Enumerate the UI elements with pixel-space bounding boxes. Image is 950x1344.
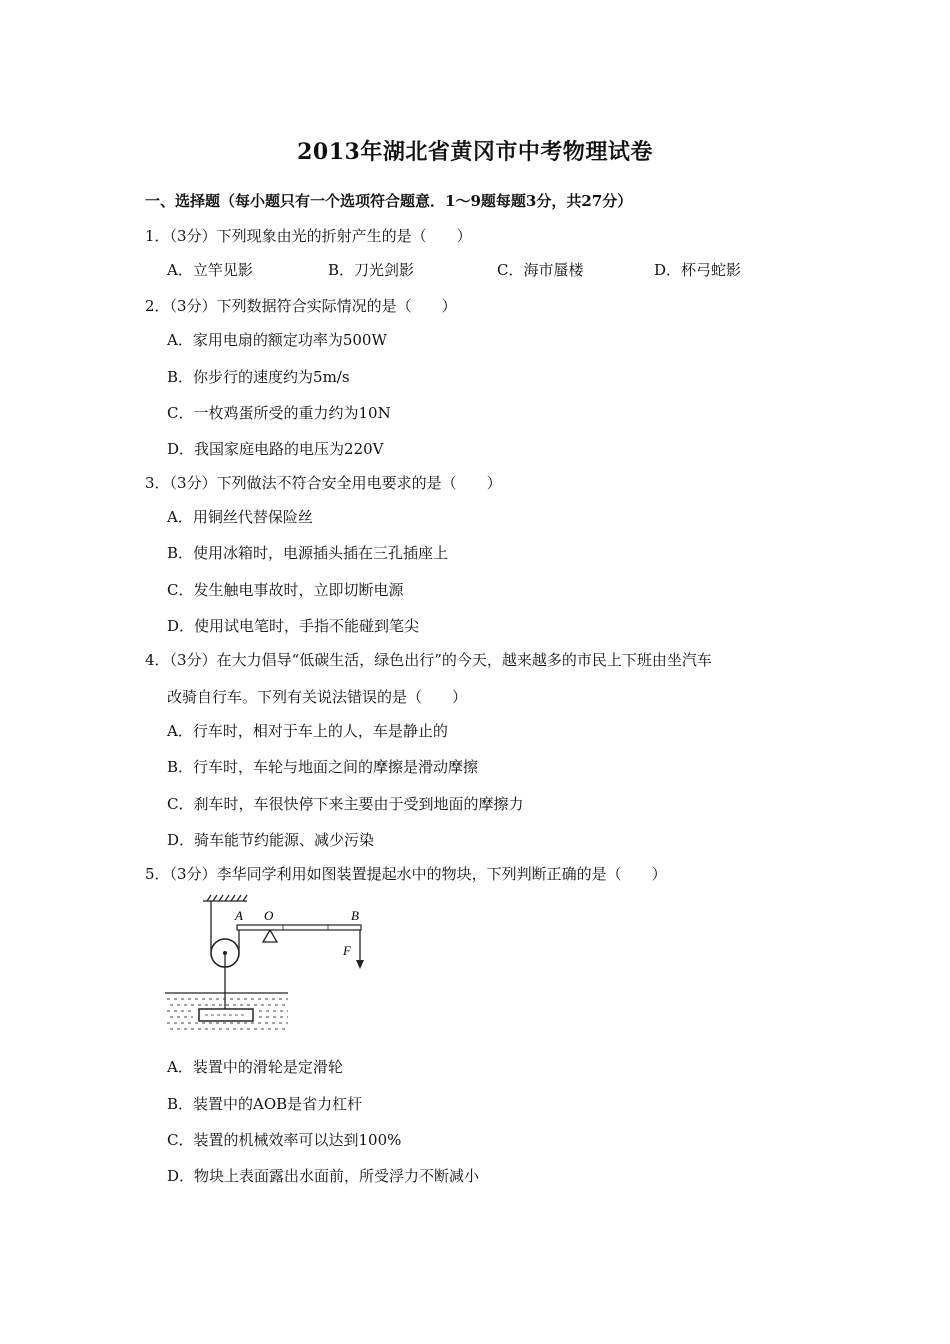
q4-option-c: C．刹车时，车很快停下来主要由于受到地面的摩擦力 [167, 795, 524, 813]
q2-option-b: B．你步行的速度约为5m/s [167, 368, 350, 386]
label-a: A [235, 908, 243, 923]
q5-option-b: B．装置中的AOB是省力杠杆 [167, 1095, 363, 1113]
ceiling-mount [203, 895, 247, 901]
force-arrowhead [356, 960, 364, 969]
q4-option-b: B．行车时，车轮与地面之间的摩擦是滑动摩擦 [167, 758, 479, 776]
question-4-stem-continued: 改骑自行车。下列有关说法错误的是（ ） [167, 688, 468, 706]
label-f: F [343, 943, 351, 958]
q1-option-b: B．刀光剑影 [328, 261, 415, 279]
section-heading: 一、选择题（每小题只有一个选项符合题意．1～9题每题3分，共27分） [145, 192, 633, 210]
label-o: O [264, 908, 274, 923]
question-3-stem: 3．（3分）下列做法不符合安全用电要求的是（ ） [145, 474, 502, 492]
q2-option-d: D．我国家庭电路的电压为220V [167, 440, 384, 458]
q4-option-a: A．行车时，相对于车上的人，车是静止的 [167, 722, 448, 740]
q1-option-d: D．杯弓蛇影 [654, 261, 742, 279]
q3-option-a: A．用铜丝代替保险丝 [167, 508, 313, 526]
q5-option-a: A．装置中的滑轮是定滑轮 [167, 1058, 343, 1076]
q2-option-c: C．一枚鸡蛋所受的重力约为10N [167, 404, 391, 422]
question-4-stem: 4．（3分）在大力倡导“低碳生活，绿色出行”的今天，越来越多的市民上下班由坐汽车 [145, 651, 712, 669]
q1-option-c: C．海市蜃楼 [497, 261, 584, 279]
q5-option-c: C．装置的机械效率可以达到100% [167, 1131, 402, 1149]
q5-option-d: D．物块上表面露出水面前，所受浮力不断减小 [167, 1167, 480, 1185]
pulley-axle [223, 951, 227, 955]
q1-option-a: A．立竿见影 [167, 261, 253, 279]
q4-option-d: D．骑车能节约能源、减少污染 [167, 831, 375, 849]
question-5-stem: 5．（3分）李华同学利用如图装置提起水中的物块，下列判断正确的是（ ） [145, 865, 667, 883]
pulley-lever-diagram [163, 893, 373, 1035]
page-title: 2013年湖北省黄冈市中考物理试卷 [297, 139, 653, 165]
q2-option-a: A．家用电扇的额定功率为500W [167, 331, 387, 349]
q3-option-b: B．使用冰箱时，电源插头插在三孔插座上 [167, 544, 449, 562]
lever-aob [237, 925, 361, 930]
label-b: B [351, 908, 359, 923]
fulcrum [263, 930, 277, 942]
q3-option-d: D．使用试电笔时，手指不能碰到笔尖 [167, 617, 420, 635]
question-1-stem: 1．（3分）下列现象由光的折射产生的是（ ） [145, 227, 472, 245]
q3-option-c: C．发生触电事故时，立即切断电源 [167, 581, 404, 599]
question-2-stem: 2．（3分）下列数据符合实际情况的是（ ） [145, 297, 457, 315]
